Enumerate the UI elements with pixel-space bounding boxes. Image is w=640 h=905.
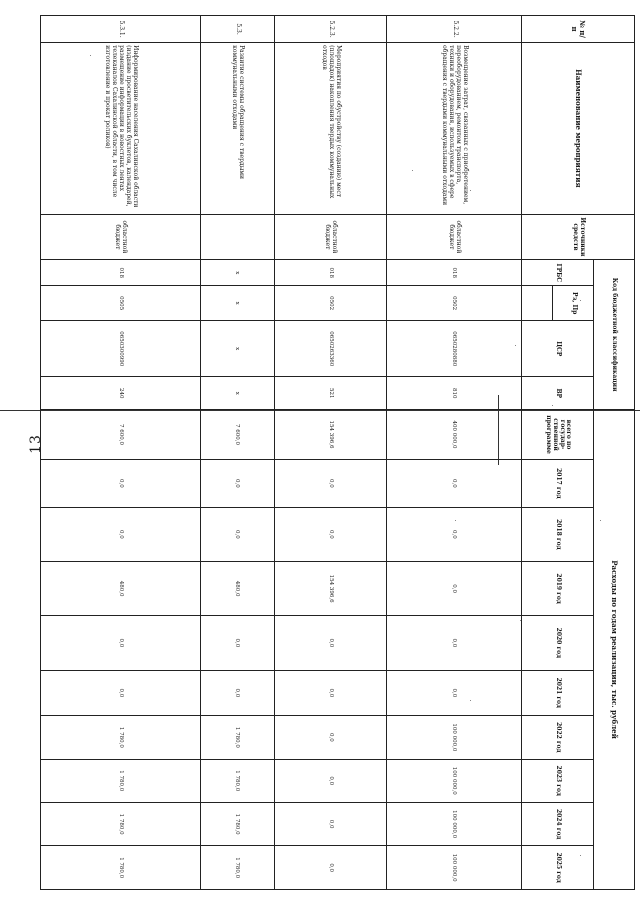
row-rzpr: 0505 [41,286,201,321]
row-source: областной бюджет [41,214,201,260]
row-rzpr: 0502 [274,286,387,321]
row-year-value: 0,0 [41,459,201,507]
row-vr: 240 [41,377,201,410]
row-year-value: 0,0 [200,507,274,561]
header-rzpr-blank [522,286,553,321]
row-year-value: 1 780,0 [200,802,274,845]
row-source: областной бюджет [387,214,522,260]
row-grbs: 018 [274,260,387,286]
row-csr: x [200,321,274,377]
row-year-value: 0,0 [41,670,201,716]
row-year-value: 0,0 [274,459,387,507]
header-total: всего по государ- ственной программе [522,410,594,460]
row-year-value: 0,0 [41,616,201,670]
table-row [387,16,522,890]
header-year: 2019 год [522,562,594,616]
row-year-value: 0,0 [274,716,387,759]
row-rzpr: x [200,286,274,321]
header-year: 2021 год [522,670,594,716]
row-year-value: 0,0 [387,562,522,616]
row-year-value: 0,0 [274,616,387,670]
budget-table [40,15,635,890]
row-year-value: 100 000,0 [387,716,522,759]
header-grbs: ГРБС [522,260,594,286]
row-year-value: 1 780,0 [41,846,201,890]
header-num: № п/п [522,16,635,43]
row-year-value: 1 780,0 [200,716,274,759]
row-csr: 0650263360 [274,321,387,377]
row-year-value: 0,0 [41,507,201,561]
row-name: Возмещение затрат, связанных с приобретением, переоборудованием, ремонтом транспорта, техники и оборудования, используемых в сфере обращения с твердыми коммунальными отходами [387,43,522,215]
row-year-value: 1 780,0 [41,802,201,845]
row-csr: 0650280880 [387,321,522,377]
header-year: 2018 год [522,507,594,561]
row-num: 5.2.3. [274,16,387,43]
row-total: 7 600,0 [200,410,274,460]
row-year-value: 1 780,0 [200,846,274,890]
table-row [274,16,387,890]
row-total: 400 000,0 [387,410,522,460]
row-num: 5.3. [200,16,274,43]
row-year-value: 154 396,6 [274,562,387,616]
row-csr: 0650300990 [41,321,201,377]
header-costs: Расходы по годам реализации, тыс. рублей [594,410,635,890]
row-grbs: 018 [41,260,201,286]
row-grbs: 018 [387,260,522,286]
row-year-value: 0,0 [387,616,522,670]
row-year-value: 0,0 [387,670,522,716]
page-number: 13 [28,434,44,454]
row-name: Развитие системы обращения с твердыми коммунальными отходами [200,43,274,215]
header-year: 2020 год [522,616,594,670]
header-csr: ЦСР [522,321,594,377]
header-source: Источники средств [522,214,635,260]
table-body [41,16,635,890]
row-year-value: 100 000,0 [387,759,522,802]
header-year: 2017 год [522,459,594,507]
header-code: Код бюджетной классификации [594,260,635,410]
row-year-value: 1 780,0 [41,716,201,759]
row-name: Информирование населения Сахалинской области (издание просветительских буклетов, календарей, размещение информации в новостных лентах телеканалов Сахалинской области, в том числе изготовление и прокат роликов) [41,43,201,215]
table-row [200,16,274,890]
row-year-value: 0,0 [387,507,522,561]
header-year: 2023 год [522,759,594,802]
header-year: 2024 год [522,802,594,845]
row-name: Мероприятия по обустройству (созданию) мест (площадок) накопления твердых коммунальных отходов [274,43,387,215]
row-vr: 810 [387,377,522,410]
header-year: 2025 год [522,846,594,890]
row-year-value: 0,0 [274,802,387,845]
header-rzpr: Рз, Пр [553,286,594,321]
row-year-value: 0,0 [274,759,387,802]
row-year-value: 1 780,0 [41,759,201,802]
row-year-value: 480,0 [200,562,274,616]
row-year-value: 100 000,0 [387,802,522,845]
row-vr: x [200,377,274,410]
row-year-value: 0,0 [200,670,274,716]
header-year: 2022 год [522,716,594,759]
row-source: областной бюджет [274,214,387,260]
row-year-value: 0,0 [274,670,387,716]
header-vr: ВР [522,377,594,410]
row-grbs: x [200,260,274,286]
row-num: 5.2.2. [387,16,522,43]
row-total: 7 600,0 [41,410,201,460]
table-row [41,16,201,890]
row-year-value: 480,0 [41,562,201,616]
row-year-value: 1 780,0 [200,759,274,802]
row-year-value: 0,0 [274,507,387,561]
row-year-value: 0,0 [200,616,274,670]
header-name: Наименование мероприятия [522,43,635,215]
row-rzpr: 0502 [387,286,522,321]
row-num: 5.3.1. [41,16,201,43]
rotated-table-wrapper [40,15,635,890]
row-total: 154 396,6 [274,410,387,460]
row-year-value: 100 000,0 [387,846,522,890]
row-year-value: 0,0 [274,846,387,890]
row-year-value: 0,0 [387,459,522,507]
row-source [200,214,274,260]
row-vr: 521 [274,377,387,410]
row-year-value: 0,0 [200,459,274,507]
